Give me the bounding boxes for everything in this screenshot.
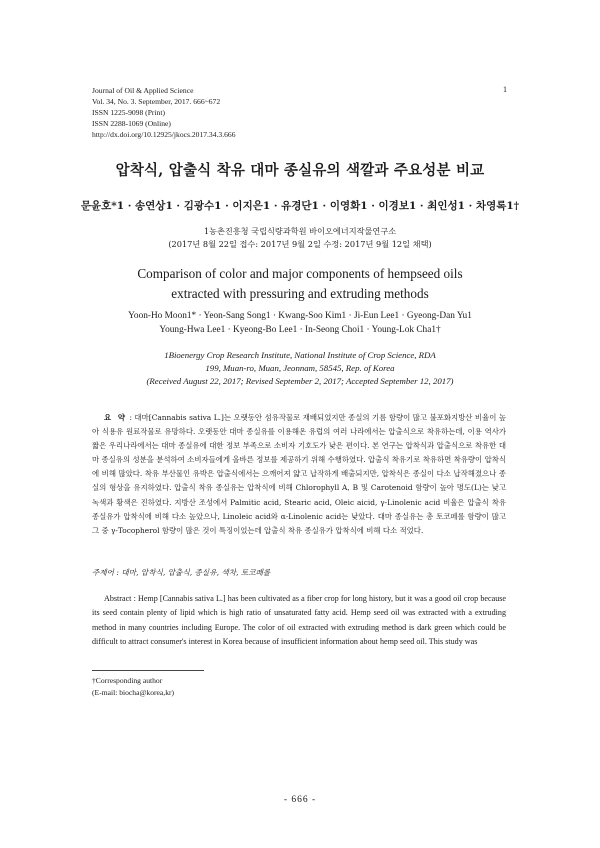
journal-volume: Vol. 34, No. 3. September, 2017. 666~672 xyxy=(92,97,221,106)
title-korean: 압착식, 압출식 착유 대마 종실유의 색깔과 주요성분 비교 xyxy=(115,162,485,179)
journal-name: Journal of Oil & Applied Science xyxy=(92,86,194,95)
corner-page-number: 1 xyxy=(503,85,507,94)
corresponding-author: †Corresponding author xyxy=(92,676,163,685)
abstract-english: Abstract : Hemp [Cannabis sativa L.] has been cultivated as a fiber crop for long history, but it was a good oil crop because its seed contain plenty of lipid which is high ratio of unsaturated fatty acid. Hemp seed oil was extracted with a extruding method in many countries including Europe. The color of oil extracted with extruding method is dark green which could be difficult to attract consumer's interest in Korea because of insufficient information about hemp seed oil. This study was xyxy=(92,594,506,647)
footnote xyxy=(92,675,174,699)
abstract-korean-text: : 대마[Cannabis sativa L.]는 오랫동안 섬유작물로 재배되었지만 종실의 기름 함량이 많고 불포화지방산 비율이 높아 식용유 원료작물로 유망하다. 오랫동안 대마 종실유를 이용해온 유럽의 여러 나라에서는 압출식으로 착유하는데, 이용 역사가 짧은 우리나라에서는 대마 종실유에 대한 정보 부족으로 소비자 기호도가 낮은 편이다. 본 연구는 압착식과 압출식으로 착유한 대마 종실유의 성분을 분석하여 소비자들에게 올바른 정보를 제공하기 위해 수행하였다. 압출식 착유기로 착유하면 착유량이 압착식에 비해 많았다. 착유 부산물인 유박은 압출식에서는 으깨어져 얇고 납작하게 배출되지만, 압착식은 종실이 다소 납작해졌으나 종실의 형상을 유지하였다. 압출식 착유 종실유는 압착식에 비해 Chlorophyll A, B 및 Carotenoid 함량이 높아 명도(L)는 낮고 녹색과 황색은 진하였다. 지방산 조성에서 Palmitic acid, Stearic acid, Oleic aicid, γ-Linolenic acid 비율은 압출식 착유 종실유가 압착식에 비해 다소 높았으나, Linoleic acid와 α-Linolenic acid는 낮았다. 대마 종실유는 총 토코페롤 함량이 많고 그 중 γ-Tocopherol 함량이 많은 것이 특징이었는데 압출식 착유 종실유가 압착식에 비해 다소 적었다. xyxy=(92,413,506,535)
affiliation-korean-institute: 1농촌진흥청 국립식량과학원 바이오에너지작물연구소 xyxy=(203,226,397,236)
affiliation-english xyxy=(0,349,600,388)
issn-online: ISSN 2288-1069 (Online) xyxy=(92,119,171,128)
affiliation-english-line3: (Received August 22, 2017; Revised September 2, 2017; Accepted September 12, 2017) xyxy=(146,376,454,386)
footnote-divider xyxy=(92,670,204,671)
affiliation-korean xyxy=(0,225,600,251)
abstract-korean-label: 요 약 xyxy=(104,413,128,422)
authors-english-line2: Young-Hwa Lee1 · Kyeong-Bo Lee1 · In-Seong Choi1 · Young-Lok Cha1† xyxy=(159,324,441,335)
title-english-line1: Comparison of color and major components of hempseed oils xyxy=(137,266,463,281)
dates-korean: (2017년 8월 22일 접수: 2017년 9월 2일 수정: 2017년 9월 12일 채택) xyxy=(168,239,432,249)
corresponding-email: (E-mail: biocha@korea,kr) xyxy=(92,688,175,697)
authors-english-line1: Yoon-Ho Moon1* · Yeon-Sang Song1 · Kwang-Soo Kim1 · Ji-Eun Lee1 · Gyeong-Dan Yu1 xyxy=(128,311,472,321)
keywords-korean: 주제어 : 대마, 압착식, 압출식, 종실유, 색차, 토코페롤 xyxy=(92,568,271,577)
title-english xyxy=(0,264,600,304)
affiliation-english-line1: 1Bioenergy Crop Research Institute, National Institute of Crop Science, RDA xyxy=(164,350,436,360)
doi-link[interactable]: http://dx.doi.org/10.12925/jkocs.2017.34.3.666 xyxy=(92,130,236,139)
journal-header xyxy=(92,85,472,140)
authors-korean: 문윤호*1 · 송연상1 · 김광수1 · 이지은1 · 유경단1 · 이영화1 · 이경보1 · 최인성1 · 차영록1† xyxy=(80,200,520,212)
abstract-korean xyxy=(92,411,506,538)
title-english-line2: extracted with pressuring and extruding methods xyxy=(171,286,429,301)
page-number: - 666 - xyxy=(283,795,317,805)
authors-english xyxy=(0,310,600,337)
affiliation-english-line2: 199, Muan-ro, Muan, Jeonnam, 58545, Rep. of Korea xyxy=(205,363,395,373)
issn-print: ISSN 1225-9098 (Print) xyxy=(92,108,165,117)
